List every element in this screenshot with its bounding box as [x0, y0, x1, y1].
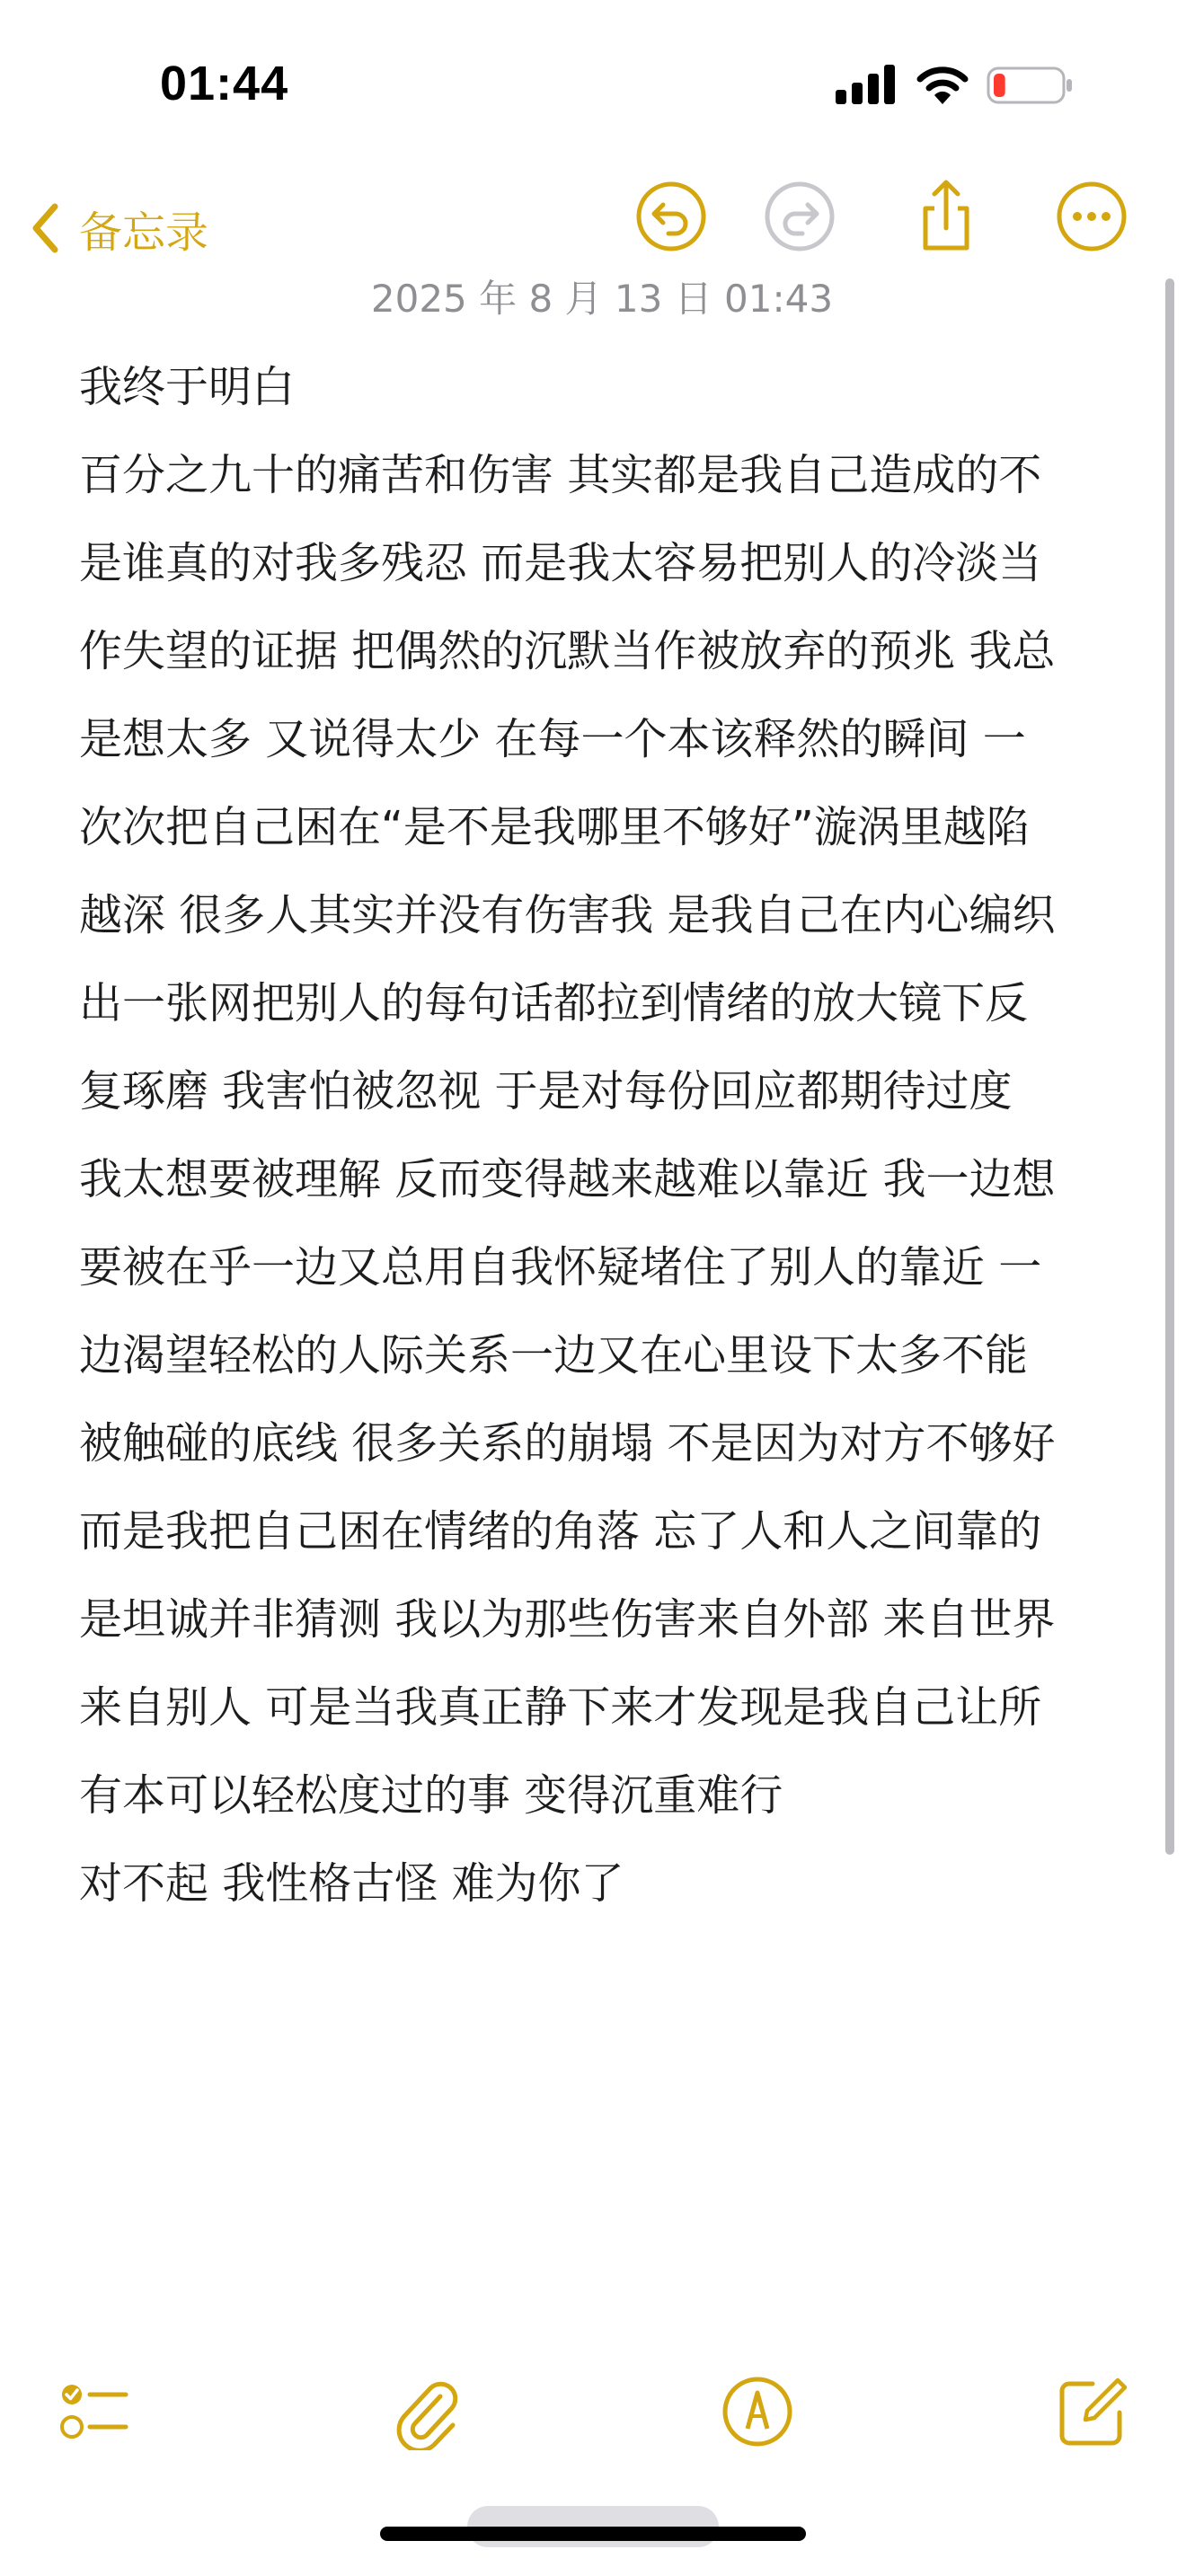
battery-icon — [987, 66, 1073, 104]
compose-icon[interactable] — [1053, 2373, 1130, 2450]
scroll-indicator[interactable] — [1165, 278, 1174, 1855]
note-line: 我太想要被理解 反而变得越来越难以靠近 我一边想 — [79, 1154, 1056, 1204]
wifi-icon — [916, 63, 969, 106]
note-line: 要被在乎一边又总用自我怀疑堵住了别人的靠近 一 — [79, 1242, 1042, 1292]
share-icon[interactable] — [907, 178, 985, 255]
note-line: 是谁真的对我多残忍 而是我太容易把别人的冷淡当 — [79, 538, 1042, 588]
note-line: 而是我把自己困在情绪的角落 忘了人和人之间靠的 — [79, 1506, 1042, 1557]
note-body[interactable] — [79, 343, 1121, 1928]
signal-icon — [836, 65, 897, 104]
note-date: 2025 年 8 月 13 日 01:43 — [370, 277, 834, 321]
markup-icon[interactable] — [719, 2373, 796, 2450]
note-line: 作失望的证据 把偶然的沉默当作被放弃的预兆 我总 — [79, 626, 1056, 676]
note-line: 对不起 我性格古怪 难为你了 — [79, 1858, 624, 1909]
note-line: 百分之九十的痛苦和伤害 其实都是我自己造成的不 — [79, 450, 1042, 500]
bottom-toolbar — [0, 2353, 1186, 2461]
note-line: 我终于明白 — [79, 362, 296, 412]
note-line: 来自别人 可是当我真正静下来才发现是我自己让所 — [79, 1682, 1042, 1733]
undo-icon[interactable] — [633, 178, 710, 255]
note-line: 出一张网把别人的每句话都拉到情绪的放大镜下反 — [79, 978, 1029, 1028]
back-chevron-icon — [31, 202, 59, 254]
status-time: 01:44 — [160, 57, 289, 110]
back-label: 备忘录 — [79, 207, 209, 258]
note-line: 越深 很多人其实并没有伤害我 是我自己在内心编织 — [79, 890, 1056, 940]
status-bar — [0, 0, 1186, 171]
note-line: 边渴望轻松的人际关系一边又在心里设下太多不能 — [79, 1330, 1029, 1381]
note-line: 是坦诚并非猜测 我以为那些伤害来自外部 来自世界 — [79, 1594, 1056, 1645]
back-button[interactable] — [31, 183, 208, 273]
note-line: 被触碰的底线 很多关系的崩塌 不是因为对方不够好 — [79, 1418, 1056, 1469]
home-indicator[interactable] — [380, 2527, 806, 2541]
redo-icon[interactable] — [761, 178, 838, 255]
note-line: 复琢磨 我害怕被忽视 于是对每份回应都期待过度 — [79, 1066, 1013, 1116]
more-icon[interactable] — [1053, 178, 1130, 255]
note-line: 是想太多 又说得太少 在每一个本该释然的瞬间 一 — [79, 714, 1026, 764]
note-line: 有本可以轻松度过的事 变得沉重难行 — [79, 1770, 783, 1821]
attachment-icon[interactable] — [388, 2373, 465, 2450]
checklist-icon[interactable] — [56, 2373, 133, 2450]
note-line: 次次把自己困在“是不是我哪里不够好”漩涡里越陷 — [79, 802, 1030, 852]
